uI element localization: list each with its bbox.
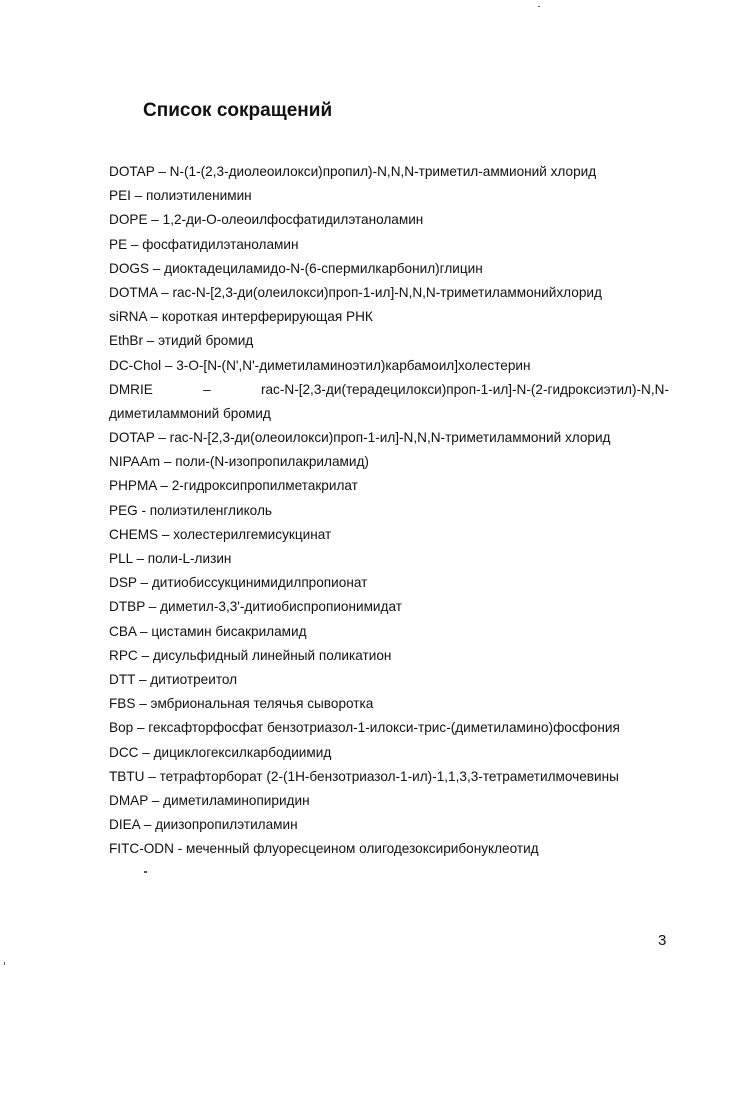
list-item: DIEA – диизопропилэтиламин — [109, 817, 298, 833]
list-item: диметиламмоний бромид — [109, 405, 271, 421]
abbreviation-list — [109, 160, 669, 861]
list-item: DOTAP – rac-N-[2,3-ди(олеоилокси)проп-1-ил]-N,N,N-триметиламмоний хлорид — [109, 430, 611, 446]
list-item: PHPMA – 2-гидроксипропилметакрилат — [109, 478, 358, 494]
list-item: PE – фосфатидилэтаноламин — [109, 236, 299, 252]
dmrie-dash: – — [203, 381, 211, 397]
page-number: 3 — [658, 932, 667, 949]
list-item: FITC-ODN - меченный флуоресцеином олигодезоксирибонуклеотид — [109, 841, 539, 857]
list-item: siRNA – короткая интерферирующая РНК — [109, 309, 373, 325]
list-item: DOTMA – rac-N-[2,3-ди(олеилокси)проп-1-ил]-N,N,N-триметиламмонийхлорид — [109, 284, 602, 300]
list-item: PLL – поли-L-лизин — [109, 551, 232, 566]
list-item: PEG - полиэтиленгликоль — [109, 502, 272, 518]
page-title: Список сокращений — [143, 100, 333, 121]
list-item: EthBr – этидий бромид — [109, 333, 254, 349]
dmrie-definition: rac-N-[2,3-ди(терадецилокси)проп-1-ил]-N-(2-гидроксиэтил)-N,N- — [260, 381, 669, 397]
list-item-dmrie — [109, 378, 669, 402]
list-item: CHEMS – холестерилгемисукцинат — [109, 526, 332, 542]
list-item: DOGS – диоктадециламидо-N-(6-спермилкарбонил)глицин — [109, 260, 483, 276]
list-item: DC-Chol – 3-O-[N-(N',N'-диметиламиноэтил)карбамоил]холестерин — [109, 357, 531, 373]
list-item: DSP – дитиобиссукцинимидилпропионат — [109, 575, 368, 591]
list-item: DTBP – диметил-3,3'-дитиобиспропионимидат — [109, 599, 402, 615]
list-item: NIPAAm – поли-(N-изопропилакриламид) — [109, 454, 369, 470]
list-item: DMAP – диметиламинопиридин — [109, 792, 310, 808]
list-item: TBTU – тетрафторборат (2-(1H-бензотриазол-1-ил)-1,1,3,3-тетраметилмочевины — [109, 768, 619, 784]
list-item: DCC – дициклогексилкарбодиимид — [109, 744, 332, 760]
dmrie-term: DMRIE — [109, 381, 153, 397]
scan-speck — [144, 871, 147, 873]
scan-speck — [4, 962, 5, 965]
list-item: DOPE – 1,2-ди-O-олеоилфосфатидилэтаноламин — [109, 212, 424, 228]
list-item: FBS – эмбриональная телячья сыворотка — [109, 696, 374, 712]
list-item: DOTAP – N-(1-(2,3-диолеоилокси)пропил)-N,N,N-триметил-аммионий хлорид — [109, 164, 597, 179]
list-item: DTT – дитиотреитол — [109, 671, 238, 687]
list-item: RPC – дисульфидный линейный поликатион — [109, 647, 392, 663]
list-item: CBA – цистамин бисакриламид — [109, 623, 307, 639]
scan-speck — [538, 6, 540, 7]
list-item: Bop – гексафторфосфат бензотриазол-1-илокси-трис-(диметиламино)фосфония — [109, 720, 620, 736]
list-item: PEI – полиэтиленимин — [109, 188, 252, 204]
